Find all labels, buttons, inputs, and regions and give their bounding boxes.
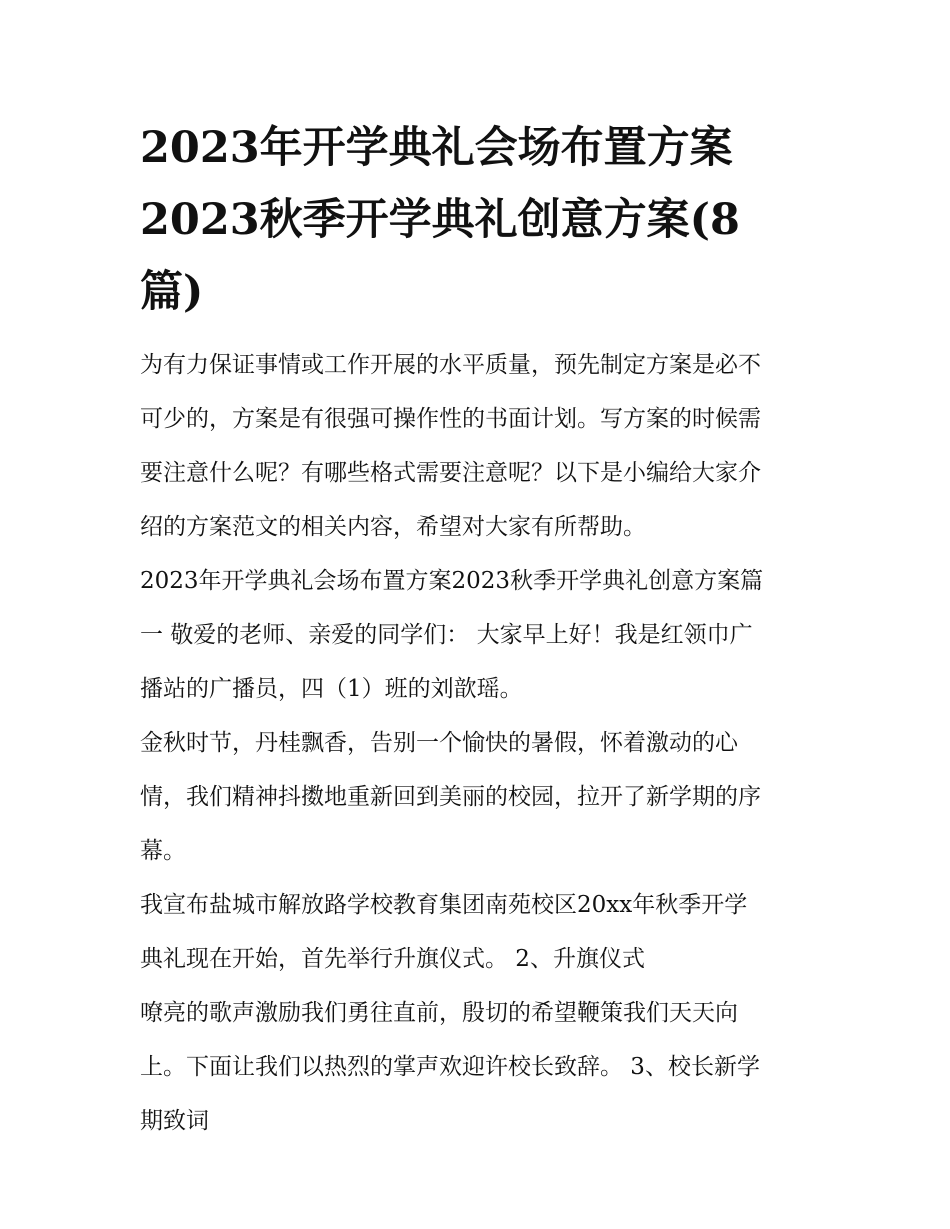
text-line: 绍的方案范文的相关内容，希望对大家有所帮助。 (140, 514, 646, 540)
text-line: 为有力保证事情或工作开展的水平质量，预先制定方案是必不 (140, 352, 761, 378)
text-line: 期致词 (140, 1108, 209, 1134)
intro-paragraph (140, 338, 816, 554)
text-line: 要注意什么呢？有哪些格式需要注意呢？以下是小编给大家介 (140, 460, 761, 486)
text-line: 播站的广播员，四（1）班的刘歆瑶。 (140, 676, 523, 702)
body-paragraph (140, 986, 816, 1148)
document-page (140, 112, 816, 1148)
body-paragraph (140, 878, 816, 986)
text-line: 一 敬爱的老师、亲爱的同学们： 大家早上好！我是红领巾广 (140, 622, 753, 648)
title-line: 篇) (140, 267, 204, 317)
text-line: 可少的，方案是有很强可操作性的书面计划。写方案的时候需 (140, 406, 761, 432)
body-paragraph (140, 716, 816, 878)
text-line: 幕。 (140, 838, 186, 864)
text-line: 金秋时节，丹桂飘香，告别一个愉快的暑假，怀着激动的心 (140, 730, 738, 756)
text-line: 2023年开学典礼会场布置方案2023秋季开学典礼创意方案篇 (140, 568, 764, 594)
body-paragraph (140, 554, 816, 716)
title-line: 2023秋季开学典礼创意方案(8 (140, 195, 740, 245)
title-line: 2023年开学典礼会场布置方案 (140, 123, 733, 173)
document-title (140, 112, 816, 328)
text-line: 典礼现在开始，首先举行升旗仪式。 2、升旗仪式 (140, 946, 645, 972)
text-line: 上。下面让我们以热烈的掌声欢迎许校长致辞。 3、校长新学 (140, 1054, 760, 1080)
text-line: 嘹亮的歌声激励我们勇往直前，殷切的希望鞭策我们天天向 (140, 1000, 738, 1026)
text-line: 我宣布盐城市解放路学校教育集团南苑校区20xx年秋季开学 (140, 892, 748, 918)
text-line: 情，我们精神抖擞地重新回到美丽的校园，拉开了新学期的序 (140, 784, 761, 810)
